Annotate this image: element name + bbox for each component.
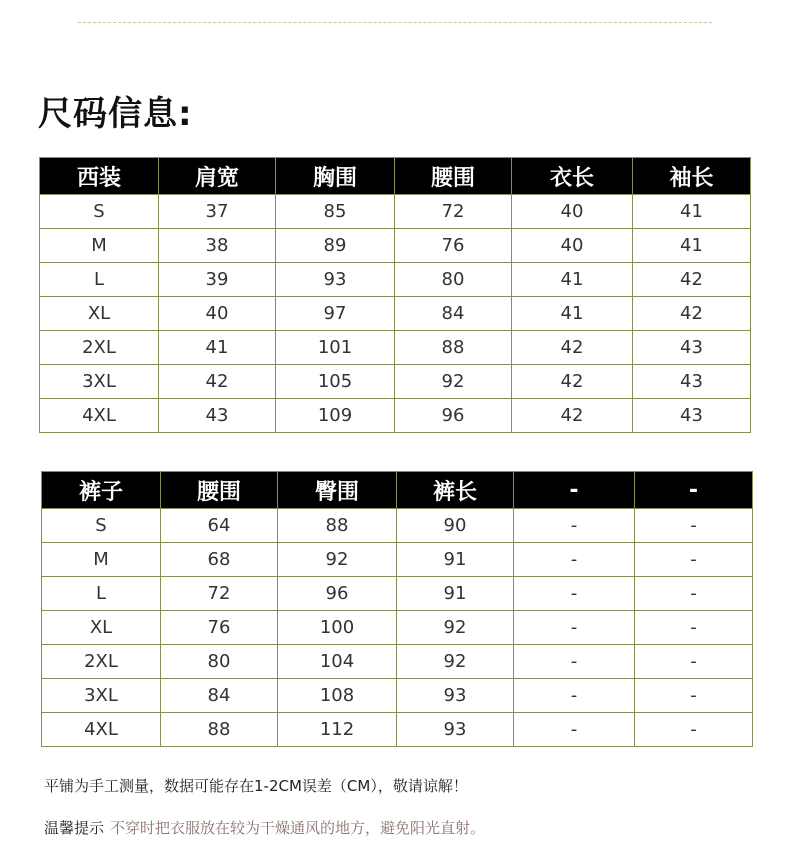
table-cell: 39 (159, 263, 276, 297)
header-cell: - (514, 472, 635, 509)
table-cell: XL (40, 297, 159, 331)
pants-header-row (42, 472, 753, 509)
table-cell: 104 (278, 645, 397, 679)
table-cell: 91 (397, 577, 514, 611)
table-cell: 3XL (42, 679, 161, 713)
table-cell: - (635, 645, 753, 679)
table-cell: - (514, 577, 635, 611)
tip-label: 温馨提示 (44, 819, 105, 837)
table-cell: 92 (395, 365, 512, 399)
table-cell: 40 (159, 297, 276, 331)
measurement-note: 平铺为手工测量，数据可能存在1-2CM误差（CM），敬请谅解！ (44, 777, 468, 795)
table-cell: 42 (512, 399, 633, 433)
pants-size-table (41, 471, 753, 747)
table-row (42, 679, 753, 713)
table-cell: 100 (278, 611, 397, 645)
top-dashed-divider (78, 22, 712, 23)
table-row (42, 509, 753, 543)
table-cell: 2XL (40, 331, 159, 365)
table-cell: 108 (278, 679, 397, 713)
table-row (42, 611, 753, 645)
table-cell: - (514, 509, 635, 543)
table-cell: 92 (397, 611, 514, 645)
table-cell: 109 (276, 399, 395, 433)
table-cell: 43 (633, 331, 751, 365)
table-cell: 68 (161, 543, 278, 577)
table-cell: 76 (161, 611, 278, 645)
table-cell: 88 (278, 509, 397, 543)
table-row (42, 713, 753, 747)
table-cell: 88 (395, 331, 512, 365)
table-cell: 84 (395, 297, 512, 331)
table-cell: 84 (161, 679, 278, 713)
table-cell: 41 (633, 229, 751, 263)
table-cell: 4XL (42, 713, 161, 747)
header-cell: 肩宽 (159, 158, 276, 195)
table-cell: 85 (276, 195, 395, 229)
table-cell: 89 (276, 229, 395, 263)
table-cell: - (514, 645, 635, 679)
table-cell: 38 (159, 229, 276, 263)
table-cell: 105 (276, 365, 395, 399)
table-cell: 92 (397, 645, 514, 679)
table-row (42, 543, 753, 577)
table-cell: XL (42, 611, 161, 645)
table-cell: 93 (276, 263, 395, 297)
table-cell: - (635, 543, 753, 577)
table-cell: L (42, 577, 161, 611)
table-cell: - (635, 577, 753, 611)
table-row (40, 195, 751, 229)
table-row (40, 331, 751, 365)
table-cell: 42 (512, 331, 633, 365)
table-cell: 96 (278, 577, 397, 611)
header-cell: 袖长 (633, 158, 751, 195)
header-cell: 裤长 (397, 472, 514, 509)
header-cell: - (635, 472, 753, 509)
table-cell: 4XL (40, 399, 159, 433)
table-row (40, 297, 751, 331)
table-row (42, 645, 753, 679)
header-cell: 西装 (40, 158, 159, 195)
table-cell: 42 (633, 297, 751, 331)
table-cell: M (42, 543, 161, 577)
table-cell: 72 (395, 195, 512, 229)
table-cell: 112 (278, 713, 397, 747)
table-cell: 80 (395, 263, 512, 297)
table-cell: 41 (633, 195, 751, 229)
header-cell: 胸围 (276, 158, 395, 195)
table-cell: 90 (397, 509, 514, 543)
table-cell: 97 (276, 297, 395, 331)
table-cell: 3XL (40, 365, 159, 399)
table-row (40, 399, 751, 433)
table-cell: - (635, 713, 753, 747)
table-cell: 80 (161, 645, 278, 679)
table-cell: S (42, 509, 161, 543)
table-cell: - (514, 543, 635, 577)
table-cell: 72 (161, 577, 278, 611)
header-cell: 衣长 (512, 158, 633, 195)
table-cell: 43 (159, 399, 276, 433)
table-cell: 42 (159, 365, 276, 399)
table-cell: 40 (512, 195, 633, 229)
table-cell: 88 (161, 713, 278, 747)
table-cell: 96 (395, 399, 512, 433)
header-cell: 臀围 (278, 472, 397, 509)
care-tip (44, 817, 485, 838)
table-cell: 91 (397, 543, 514, 577)
table-cell: 42 (512, 365, 633, 399)
table-cell: S (40, 195, 159, 229)
table-row (40, 263, 751, 297)
table-cell: 43 (633, 365, 751, 399)
header-cell: 裤子 (42, 472, 161, 509)
table-cell: M (40, 229, 159, 263)
table-row (40, 229, 751, 263)
suit-header-row (40, 158, 751, 195)
table-cell: 42 (633, 263, 751, 297)
table-row (42, 577, 753, 611)
table-cell: 2XL (42, 645, 161, 679)
table-cell: 93 (397, 713, 514, 747)
table-cell: 41 (159, 331, 276, 365)
table-cell: - (635, 611, 753, 645)
table-cell: 40 (512, 229, 633, 263)
suit-size-table (39, 157, 751, 433)
table-cell: - (514, 679, 635, 713)
table-cell: - (514, 713, 635, 747)
header-cell: 腰围 (161, 472, 278, 509)
table-cell: 41 (512, 297, 633, 331)
table-row (40, 365, 751, 399)
page-title: 尺码信息: (38, 94, 193, 134)
tip-text: 不穿时把衣服放在较为干燥通风的地方，避免阳光直射。 (110, 819, 486, 837)
table-cell: L (40, 263, 159, 297)
table-cell: - (635, 509, 753, 543)
table-cell: 76 (395, 229, 512, 263)
table-cell: 93 (397, 679, 514, 713)
table-cell: 64 (161, 509, 278, 543)
header-cell: 腰围 (395, 158, 512, 195)
table-cell: 101 (276, 331, 395, 365)
table-cell: 92 (278, 543, 397, 577)
table-cell: 43 (633, 399, 751, 433)
table-cell: - (635, 679, 753, 713)
table-cell: 37 (159, 195, 276, 229)
table-cell: - (514, 611, 635, 645)
table-cell: 41 (512, 263, 633, 297)
